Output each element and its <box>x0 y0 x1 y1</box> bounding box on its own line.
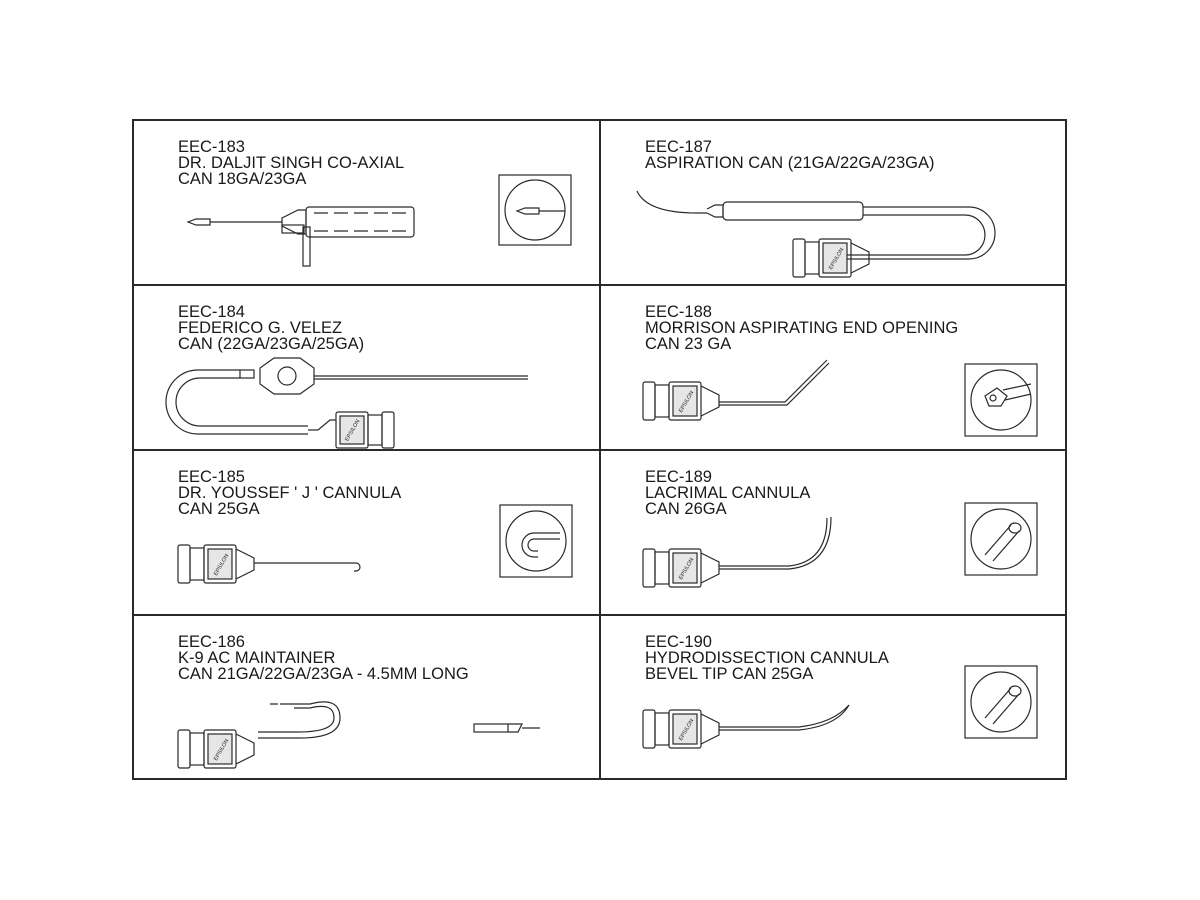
product-name: FEDERICO G. VELEZ <box>178 319 343 337</box>
product-code: EEC-186 <box>178 633 245 651</box>
product-name: DR. DALJIT SINGH CO-AXIAL <box>178 154 405 172</box>
end-opening-tip-detail-icon <box>965 364 1037 436</box>
j-hook-tip-detail-icon <box>500 505 572 577</box>
instrument-drawing <box>134 286 599 449</box>
epsilon-hub-icon <box>643 710 719 748</box>
product-name: MORRISON ASPIRATING END OPENING <box>645 319 959 337</box>
product-spec: CAN 18GA/23GA <box>178 170 307 188</box>
epsilon-hub-icon <box>793 239 869 277</box>
product-name: HYDRODISSECTION CANNULA <box>645 649 889 667</box>
epsilon-hub-icon <box>178 730 254 768</box>
svg-text:EPSILON: EPSILON <box>678 557 696 581</box>
product-code: EEC-184 <box>178 303 245 321</box>
svg-text:EPSILON: EPSILON <box>213 553 231 577</box>
product-code: EEC-190 <box>645 633 712 651</box>
product-code: EEC-189 <box>645 468 712 486</box>
instrument-drawing <box>134 616 599 776</box>
product-cell-eec-185 <box>134 451 601 616</box>
svg-text:EPSILON: EPSILON <box>344 418 362 443</box>
product-code: EEC-187 <box>645 138 712 156</box>
svg-text:EPSILON: EPSILON <box>828 247 846 271</box>
epsilon-hub-icon <box>643 549 719 587</box>
product-cell-eec-190 <box>601 616 1067 778</box>
disc-icon <box>260 358 314 394</box>
instrument-drawing <box>134 121 599 284</box>
epsilon-hub-icon <box>178 545 254 583</box>
instrument-drawing <box>601 616 1065 776</box>
instrument-drawing <box>134 451 599 614</box>
instrument-drawing <box>601 451 1065 614</box>
product-cell-eec-184 <box>134 286 601 451</box>
product-cell-eec-189 <box>601 451 1067 616</box>
bevel-tip-detail-icon <box>965 666 1037 738</box>
product-spec: CAN 21GA/22GA/23GA - 4.5MM LONG <box>178 665 469 683</box>
product-spec: CAN (22GA/23GA/25GA) <box>178 335 365 353</box>
instrument-drawing <box>601 121 1065 284</box>
product-spec: CAN 23 GA <box>645 335 732 353</box>
product-spec: BEVEL TIP CAN 25GA <box>645 665 814 683</box>
product-name: DR. YOUSSEF ' J ' CANNULA <box>178 484 402 502</box>
coaxial-tip-detail-icon <box>499 175 571 245</box>
coaxial-tip-icon <box>188 219 210 225</box>
product-cell-eec-187 <box>601 121 1067 286</box>
product-grid <box>132 119 1067 780</box>
blade-tip-detail-icon <box>474 724 540 732</box>
product-code: EEC-188 <box>645 303 712 321</box>
product-spec: CAN 25GA <box>178 500 260 518</box>
product-spec: CAN 26GA <box>645 500 727 518</box>
epsilon-hub-icon <box>308 412 394 448</box>
open-tip-detail-icon <box>965 503 1037 575</box>
svg-text:EPSILON: EPSILON <box>213 738 231 762</box>
instrument-drawing <box>601 286 1065 449</box>
product-code: EEC-185 <box>178 468 245 486</box>
product-name: K-9 AC MAINTAINER <box>178 649 336 667</box>
product-cell-eec-188 <box>601 286 1067 451</box>
product-name: LACRIMAL CANNULA <box>645 484 811 502</box>
epsilon-hub-icon <box>643 382 719 420</box>
product-cell-eec-186 <box>134 616 601 778</box>
svg-text:EPSILON: EPSILON <box>678 390 696 414</box>
product-name: ASPIRATION CAN (21GA/22GA/23GA) <box>645 154 935 172</box>
product-cell-eec-183 <box>134 121 601 286</box>
product-code: EEC-183 <box>178 138 245 156</box>
svg-text:EPSILON: EPSILON <box>678 718 696 742</box>
